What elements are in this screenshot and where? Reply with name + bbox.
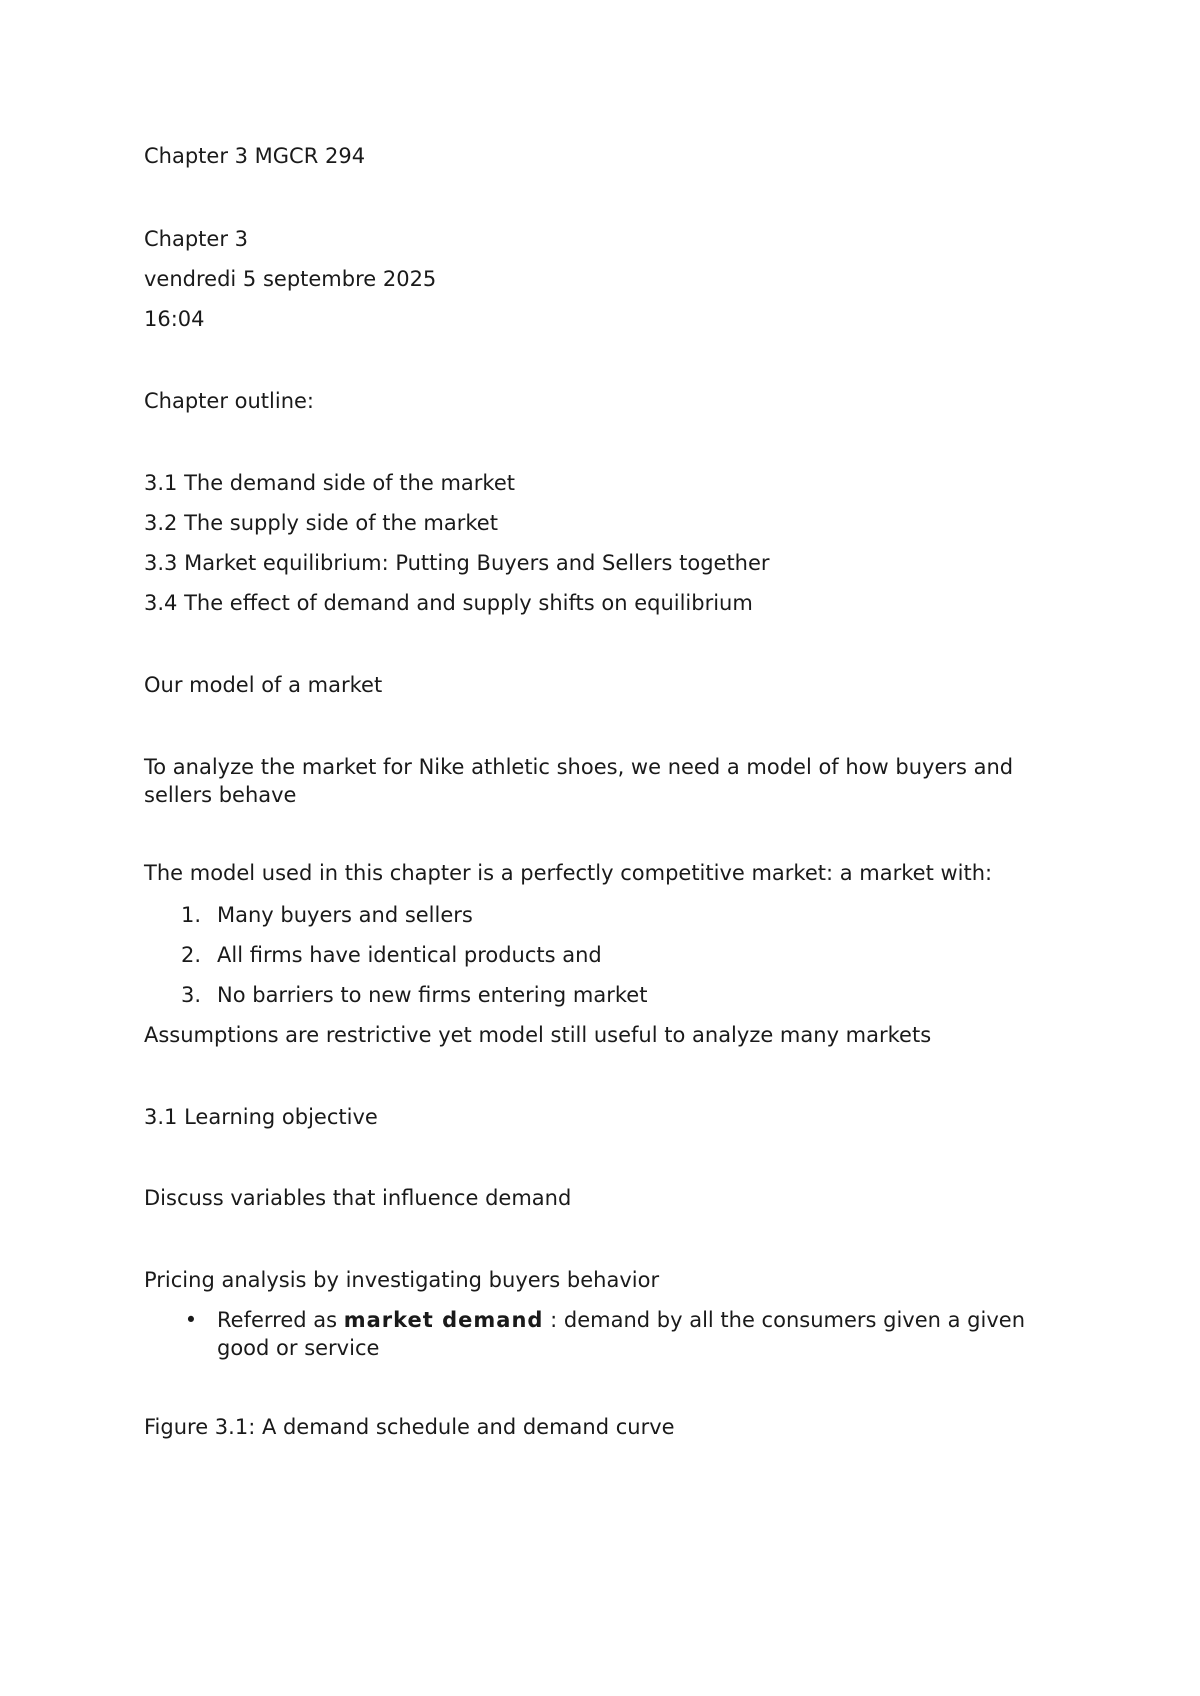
outline-heading: Chapter outline: (144, 389, 314, 413)
document-title: Chapter 3 MGCR 294 (144, 144, 366, 168)
note-time: 16:04 (144, 307, 205, 331)
note-heading: Chapter 3 (144, 227, 248, 251)
list-number-2: 2. (181, 943, 202, 967)
outline-item-1: 3.1 The demand side of the market (144, 471, 515, 495)
model-definition: The model used in this chapter is a perfectly competitive market: a market with: (144, 861, 993, 885)
bullet-prefix: Referred as (217, 1308, 344, 1332)
figure-caption: Figure 3.1: A demand schedule and demand curve (144, 1415, 675, 1439)
learning-heading: 3.1 Learning objective (144, 1105, 378, 1129)
bold-term-market-demand: market demand (343, 1308, 544, 1332)
bullet-suffix: : demand by all the consumers given a given good or service (217, 1308, 1025, 1360)
list-item-3: No barriers to new firms entering market (217, 983, 648, 1007)
list-number-3: 3. (181, 983, 202, 1007)
pricing-analysis: Pricing analysis by investigating buyers behavior (144, 1268, 660, 1292)
bullet-item-market-demand (217, 1306, 1077, 1362)
learning-objective: Discuss variables that influence demand (144, 1186, 572, 1210)
model-intro: To analyze the market for Nike athletic shoes, we need a model of how buyers and sellers behave (144, 755, 1014, 807)
list-item-1: Many buyers and sellers (217, 903, 473, 927)
note-date: vendredi 5 septembre 2025 (144, 267, 437, 291)
bullet-dot: • (184, 1308, 198, 1332)
model-heading: Our model of a market (144, 673, 383, 697)
outline-item-2: 3.2 The supply side of the market (144, 511, 498, 535)
list-item-2: All firms have identical products and (217, 943, 602, 967)
list-number-1: 1. (181, 903, 202, 927)
outline-item-4: 3.4 The effect of demand and supply shifts on equilibrium (144, 591, 753, 615)
model-assumptions: Assumptions are restrictive yet model still useful to analyze many markets (144, 1023, 932, 1047)
outline-item-3: 3.3 Market equilibrium: Putting Buyers and Sellers together (144, 551, 770, 575)
